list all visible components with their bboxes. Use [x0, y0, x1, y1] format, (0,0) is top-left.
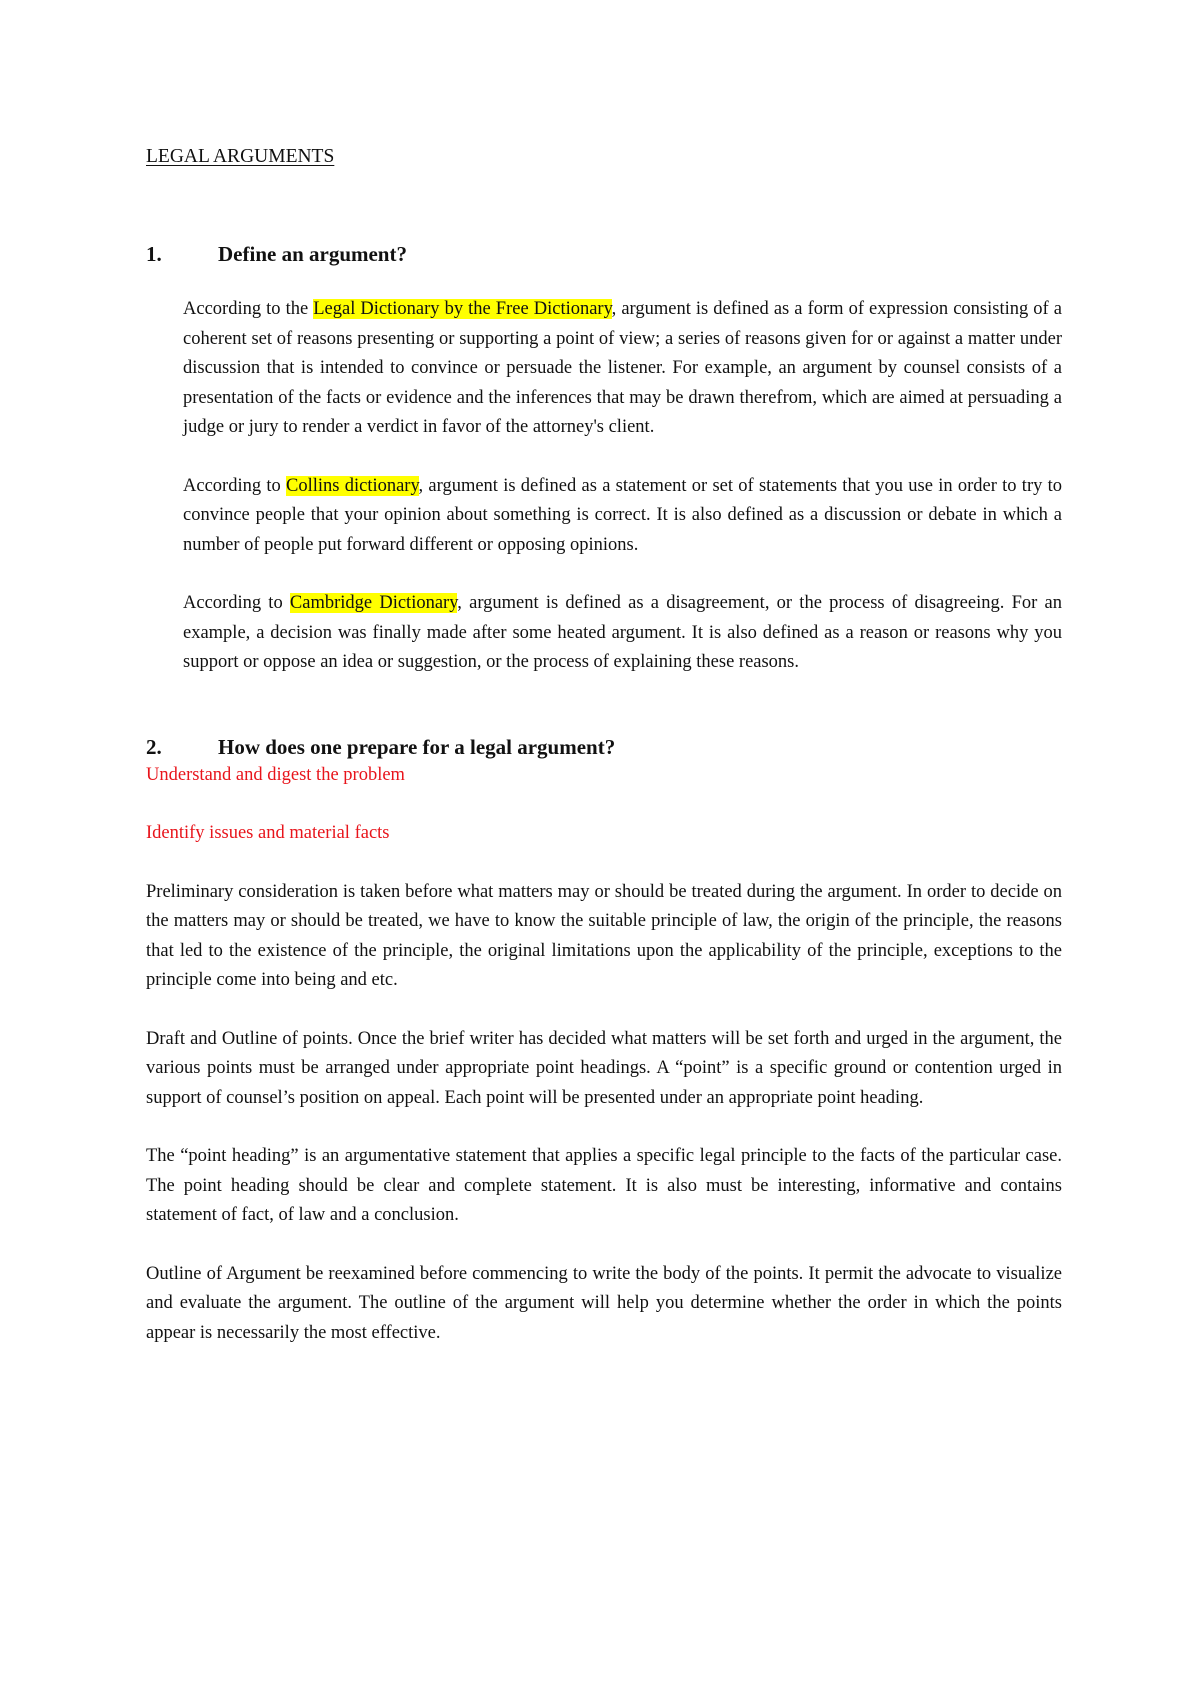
- section-1-heading: [146, 240, 1062, 268]
- paragraph-text: , argument is defined as a form of expression consisting of a coherent set of reasons presenting or supporting a point of view; a series of reasons given for or against a matter under discussion that is intended to convince or persuade the listener. For example, an argument by counsel consists of a presentation of the facts or evidence and the inferences that may be drawn therefrom, which are aimed at persuading a judge or jury to render a verdict in favor of the attorney's client.: [183, 299, 1062, 437]
- document-title: LEGAL ARGUMENTS: [146, 146, 335, 167]
- subheading-understand-problem: Understand and digest the problem: [146, 764, 405, 785]
- highlighted-source: Legal Dictionary by the Free Dictionary: [313, 299, 612, 319]
- highlighted-source: Collins dictionary: [286, 475, 419, 496]
- section-heading-text: How does one prepare for a legal argument?: [218, 734, 616, 759]
- body-paragraph-draft-outline: Draft and Outline of points. Once the brief writer has decided what matters will be set forth and urged in the argument, the various points must be arranged under appropriate point headings. A “point” is a specific ground or contention urged in support of counsel’s position on appeal. Each point will be presented under an appropriate point heading.: [146, 1028, 1062, 1108]
- definition-paragraph-cambridge: [183, 589, 1062, 678]
- section-2-heading: [146, 733, 1062, 761]
- body-paragraph-preliminary: Preliminary consideration is taken before what matters may or should be treated during the argument. In order to decide on the matters may or should be treated, we have to know the suitable principle of law, the origin of the principle, the reasons that led to the existence of the principle, the original limitations upon the applicability of the principle, exceptions to the principle come into being and etc.: [146, 881, 1062, 990]
- paragraph-prefix: According to the: [183, 299, 314, 319]
- definition-paragraph-legal-dictionary: [183, 295, 1062, 443]
- section-heading-text: Define an argument?: [218, 242, 407, 266]
- paragraph-text: , argument is defined as a disagreement, or the process of disagreeing. For an example, a decision was finally made after some heated argument. It is also defined as a reason or reasons why you support or oppose an idea or suggestion, or the process of explaining these reasons.: [183, 593, 1062, 672]
- section-number: 1.: [146, 242, 162, 266]
- section-number: 2.: [146, 734, 162, 759]
- body-paragraph-outline-argument: Outline of Argument be reexamined before commencing to write the body of the points. It permit the advocate to visualize and evaluate the argument. The outline of the argument will help you determine whether the order in which the points appear is necessarily the most effective.: [146, 1263, 1062, 1343]
- paragraph-text: , argument is defined as a statement or set of statements that you use in order to try to convince people that your opinion about something is correct. It is also defined as a discussion or debate in which a number of people put forward different or opposing opinions.: [183, 475, 1063, 555]
- definition-paragraph-collins: [183, 472, 1062, 561]
- highlighted-source: Cambridge Dictionary: [289, 593, 458, 613]
- paragraph-prefix: According to: [183, 593, 290, 613]
- subheading-identify-issues: Identify issues and material facts: [146, 823, 390, 843]
- paragraph-prefix: According to: [183, 475, 286, 496]
- body-paragraph-point-heading: The “point heading” is an argumentative statement that applies a specific legal principle to the facts of the particular case. The point heading should be clear and complete statement. It is also must be interesting, informative and contains statement of fact, of law and a conclusion.: [146, 1146, 1062, 1225]
